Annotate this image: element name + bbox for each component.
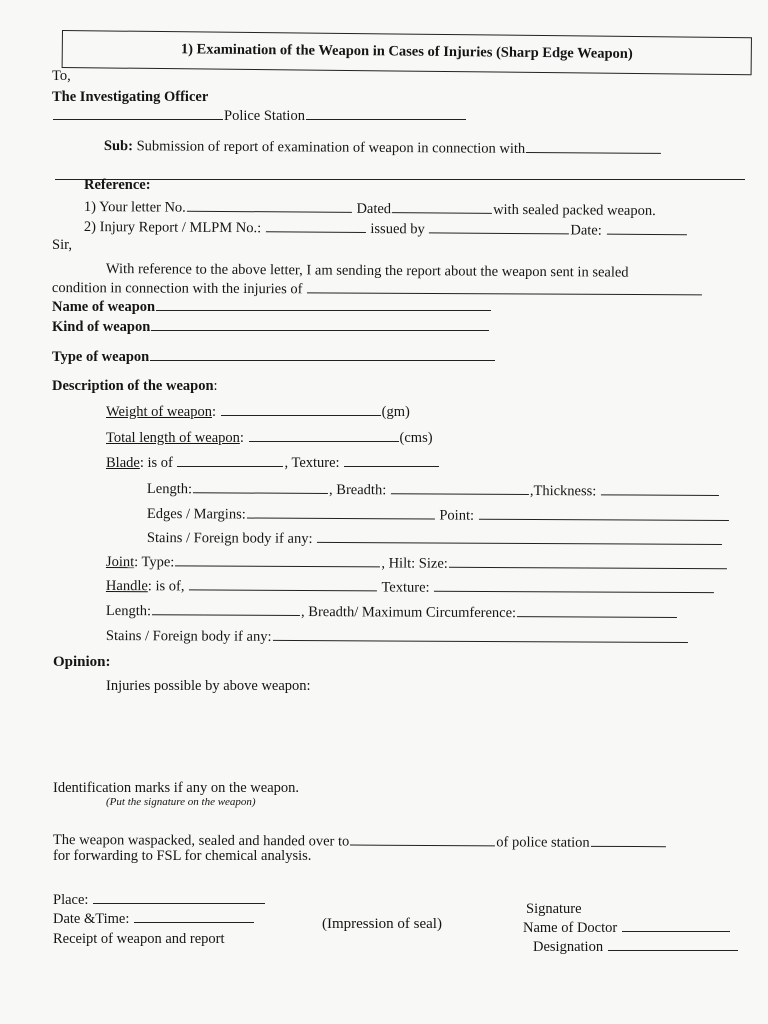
joint-rest: : Type: [134,554,175,571]
identification-label: Identification marks if any on the weapon. [53,780,300,796]
handle-texture-blank[interactable] [434,590,714,593]
kind-of-weapon-line [52,319,490,336]
subject-line [104,138,662,159]
total-length-line [106,430,433,447]
reference-1-line [84,199,656,220]
handle-rest: : is of, [147,578,185,595]
reference-label: Reference: [84,177,151,193]
handle-line [106,578,715,599]
place-label: Place: [53,892,89,908]
joint-label: Joint [105,554,135,571]
of-police-station-label: of police station [496,834,590,851]
police-station-blank-2[interactable] [306,118,466,120]
ref2-issued: issued by [370,220,425,238]
officer-label: The Investigating Officer [52,89,209,105]
blade-texture-blank[interactable] [344,465,439,467]
kind-of-weapon-label: Kind of weapon [52,319,151,335]
type-of-weapon-line [52,349,496,366]
hilt-size-blank[interactable] [449,566,727,569]
length1-blank[interactable] [193,491,328,494]
place-blank[interactable] [93,902,265,904]
kind-of-weapon-blank[interactable] [151,329,489,331]
point-label: Point: [439,507,475,524]
date-time-line [53,911,255,928]
length2-blank[interactable] [152,613,300,616]
date-time-blank[interactable] [134,921,254,923]
stains1-line [147,530,723,550]
weight-label: Weight of weapon [106,404,212,420]
edges-label: Edges / Margins: [146,506,246,523]
point-blank[interactable] [479,518,729,521]
form-title: 1) Examination of the Weapon in Cases of Injuries (Sharp Edge Weapon) [180,41,633,62]
dated-blank[interactable] [392,211,492,214]
type-of-weapon-blank[interactable] [150,359,495,361]
subject-blank-2[interactable] [55,178,745,180]
doctor-name-label: Name of Doctor [523,920,618,936]
designation-label: Designation [533,939,604,955]
description-line [52,378,218,395]
place-line [53,892,266,909]
police-station-line [52,108,467,125]
handle-label: Handle [105,578,148,595]
injuries-possible-label: Injuries possible by above weapon: [106,678,311,694]
police-station-blank-1[interactable] [53,118,223,120]
handle-length-line [106,603,678,623]
doctor-name-line [523,920,731,937]
blade-length-line [147,481,720,501]
total-length-colon: : [239,430,244,446]
circumference-blank[interactable] [517,615,677,618]
breadth1-blank[interactable] [391,492,529,495]
date-time-label: Date &Time: [53,911,130,927]
joint-type-blank[interactable] [175,564,380,567]
blade-material-blank[interactable] [177,465,283,467]
length2-label: Length: [105,603,152,620]
subject-label: Sub: [103,138,134,155]
issued-by-blank[interactable] [429,231,569,234]
packed-text: The weapon waspacked, sealed and handed over to [52,832,350,850]
stains2-line [106,628,689,648]
to-label: To, [52,68,71,84]
handle-texture: Texture: [381,579,430,596]
designation-blank[interactable] [608,949,738,951]
handed-over-blank[interactable] [350,844,495,847]
blade-rest: : is of [139,455,173,471]
blade-label: Blade [106,455,140,471]
thickness-label: ,Thickness: [529,483,597,500]
edges-line [147,506,730,526]
stains1-label: Stains / Foreign body if any: [146,530,313,547]
subject-text: Submission of report of examination of weapon in connection with [136,138,526,157]
blade-texture: , Texture: [284,455,340,471]
forwarding-text: for forwarding to FSL for chemical analysis. [53,848,312,864]
police-station-name-blank[interactable] [591,845,666,847]
stains1-blank[interactable] [317,541,722,545]
police-station-label: Police Station [224,108,305,124]
sir-label: Sir, [52,237,72,253]
injuries-of-blank[interactable] [307,291,702,295]
ref2-text: 2) Injury Report / MLPM No.: [83,219,262,237]
title-box [62,30,752,75]
body-text-1: With reference to the above letter, I am sending the report about the weapon sent in sealed [105,261,629,281]
name-of-weapon-line [52,299,492,316]
ref1-text: 1) Your letter No. [83,199,186,216]
ref2-date-blank[interactable] [606,233,686,236]
weight-colon: : [211,404,216,420]
length1-label: Length: [146,481,193,498]
opinion-label: Opinion: [53,654,111,670]
subject-continuation [54,168,746,185]
description-label: Description of the weapon [52,378,214,394]
mlpm-blank[interactable] [266,230,366,233]
breadth2-label: , Breadth/ Maximum Circumference: [301,604,517,622]
body-text-2: condition in connection with the injuries of [51,280,303,298]
ref2-date: Date: [570,222,602,239]
doctor-name-blank[interactable] [622,930,730,932]
type-of-weapon-label: Type of weapon [52,349,150,365]
reference-2-line [84,219,688,241]
name-of-weapon-label: Name of weapon [52,299,156,315]
ref1-with: with sealed packed weapon. [493,201,656,219]
weight-unit: (gm) [381,404,410,420]
blade-line [106,455,440,472]
stains2-label: Stains / Foreign body if any: [105,628,272,645]
total-length-blank[interactable] [249,440,399,442]
total-length-unit: (cms) [399,430,433,446]
edges-blank[interactable] [247,517,435,520]
subject-blank[interactable] [526,151,661,154]
designation-line [533,939,739,956]
total-length-label: Total length of weapon [106,430,240,446]
stains2-blank[interactable] [272,639,687,643]
breadth1-label: , Breadth: [329,481,387,499]
joint-line [106,554,728,575]
receipt-label: Receipt of weapon and report [53,931,225,947]
name-of-weapon-blank[interactable] [156,309,491,311]
hilt-label: , Hilt: Size: [381,555,448,572]
put-signature-note: (Put the signature on the weapon) [106,796,256,808]
ref1-dated: Dated [356,200,392,218]
letter-no-blank[interactable] [187,210,352,213]
handle-material-blank[interactable] [189,588,377,591]
body-text-2-line [52,280,703,301]
thickness-blank[interactable] [601,493,719,496]
weight-line [106,404,410,421]
seal-impression-label: (Impression of seal) [322,916,442,932]
weight-blank[interactable] [221,414,381,416]
description-colon: : [213,378,218,394]
signature-label: Signature [526,901,582,917]
